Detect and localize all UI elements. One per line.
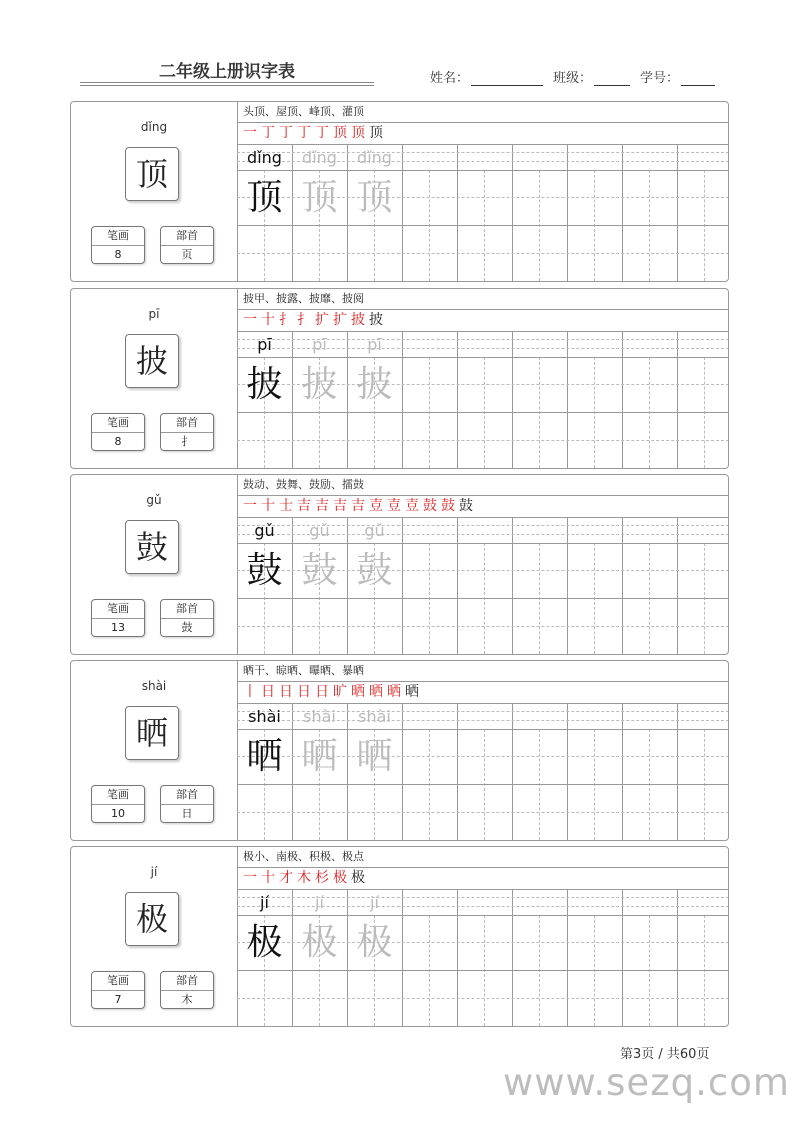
stroke-step: 顶	[351, 125, 365, 141]
stroke-step: 吉	[297, 498, 311, 514]
card-pinyin: gǔ	[146, 493, 162, 507]
stroke-count-box	[91, 226, 145, 264]
practice-character: 鼓	[301, 550, 338, 591]
practice-pinyin: pī	[367, 335, 382, 354]
grid-line	[512, 889, 513, 1027]
grid-line	[457, 144, 458, 282]
example-words: 晒干、晾晒、曝晒、暴晒	[237, 661, 728, 682]
stroke-step: 极	[351, 870, 365, 886]
stroke-step: 扌	[297, 312, 311, 328]
grid-line	[237, 784, 729, 785]
grid-line	[402, 517, 403, 655]
radical-value: 木	[181, 993, 193, 1006]
card-practice-panel	[237, 289, 728, 468]
stroke-step: 丨	[243, 684, 257, 700]
grid-line	[622, 331, 623, 469]
stroke-step: 十	[261, 870, 275, 886]
radical-value: 扌	[181, 435, 193, 448]
card-pinyin: pī	[148, 307, 160, 321]
practice-pinyin: jí	[315, 893, 324, 912]
grid-guide	[237, 626, 729, 627]
radical-value: 鼓	[181, 621, 193, 634]
stroke-order	[237, 681, 728, 704]
stroke-step: 吉	[351, 498, 365, 514]
stroke-step: 丁	[315, 125, 329, 141]
radical-value: 日	[181, 807, 193, 820]
radical-label: 部首	[161, 600, 213, 619]
grid-line	[622, 517, 623, 655]
practice-pinyin: shài	[303, 707, 336, 726]
radical-label: 部首	[161, 414, 213, 433]
character-card	[70, 474, 729, 655]
stroke-step: 壴	[405, 498, 419, 514]
practice-pinyin: jí	[260, 893, 269, 912]
card-character: 鼓	[125, 520, 179, 574]
grid-guide	[237, 998, 729, 999]
stroke-step: 一	[243, 870, 257, 886]
grid-line	[567, 144, 568, 282]
stroke-step: 扩	[315, 312, 329, 328]
card-character: 晒	[125, 706, 179, 760]
grid-line	[567, 889, 568, 1027]
page-info: 第3页 / 共60页	[620, 1047, 710, 1062]
stroke-step: 丁	[261, 125, 275, 141]
grid-guide	[237, 440, 729, 441]
practice-pinyin: shài	[248, 707, 281, 726]
card-character: 极	[125, 892, 179, 946]
card-info-panel	[71, 661, 238, 840]
stroke-step: 扌	[279, 312, 293, 328]
stroke-step: 士	[279, 498, 293, 514]
card-character: 披	[125, 334, 179, 388]
practice-pinyin: dǐng	[302, 148, 337, 167]
practice-character: 顶	[246, 177, 283, 218]
stroke-count-box	[91, 971, 145, 1009]
grid-line	[402, 144, 403, 282]
stroke-order	[237, 495, 728, 518]
grid-line	[457, 517, 458, 655]
grid-line	[457, 889, 458, 1027]
grid-line	[622, 144, 623, 282]
grid-line	[402, 331, 403, 469]
practice-pinyin: shài	[358, 707, 391, 726]
radical-label: 部首	[161, 227, 213, 246]
stroke-step: 晒	[405, 684, 419, 700]
card-character: 顶	[125, 147, 179, 201]
grid-line	[677, 889, 678, 1027]
stroke-order	[237, 867, 728, 890]
stroke-step: 日	[315, 684, 329, 700]
stroke-step: 一	[243, 312, 257, 328]
stroke-step: 鼓	[423, 498, 437, 514]
grid-line	[567, 331, 568, 469]
practice-pinyin: pī	[257, 335, 272, 354]
practice-character: 极	[246, 922, 283, 963]
grid-line	[237, 1026, 729, 1027]
grid-guide	[237, 812, 729, 813]
card-practice-panel	[237, 661, 728, 840]
number-field[interactable]	[640, 67, 715, 86]
grid-line	[677, 331, 678, 469]
title-underline-bottom	[80, 85, 374, 86]
stroke-count-label: 笔画	[92, 600, 144, 619]
character-card	[70, 288, 729, 469]
stroke-order	[237, 309, 728, 332]
character-card	[70, 101, 729, 282]
grid-line	[567, 517, 568, 655]
stroke-count-box	[91, 785, 145, 823]
grid-line	[677, 517, 678, 655]
stroke-step: 极	[333, 870, 347, 886]
radical-label: 部首	[161, 786, 213, 805]
stroke-count-label: 笔画	[92, 414, 144, 433]
stroke-step: 披	[351, 312, 365, 328]
practice-character: 极	[356, 922, 393, 963]
stroke-step: 日	[279, 684, 293, 700]
grid-line	[457, 703, 458, 841]
grid-line	[512, 517, 513, 655]
stroke-step: 旷	[333, 684, 347, 700]
card-practice-panel	[237, 475, 728, 654]
stroke-step: 扩	[333, 312, 347, 328]
example-words: 鼓动、鼓舞、鼓励、擂鼓	[237, 475, 728, 496]
card-info-panel	[71, 289, 238, 468]
radical-box	[160, 413, 214, 451]
stroke-step: 壴	[369, 498, 383, 514]
stroke-count-value: 10	[111, 807, 125, 820]
practice-pinyin: gǔ	[254, 521, 275, 540]
practice-character: 披	[301, 364, 338, 405]
example-words: 头顶、屋顶、峰顶、灌顶	[237, 102, 728, 123]
character-card	[70, 660, 729, 841]
radical-box	[160, 785, 214, 823]
practice-character: 晒	[356, 736, 393, 777]
stroke-step: 日	[261, 684, 275, 700]
stroke-step: 丁	[279, 125, 293, 141]
card-info-panel	[71, 475, 238, 654]
stroke-step: 十	[261, 498, 275, 514]
stroke-order	[237, 122, 728, 145]
stroke-step: 十	[261, 312, 275, 328]
stroke-step: 一	[243, 125, 257, 141]
stroke-count-label: 笔画	[92, 227, 144, 246]
practice-pinyin: dǐng	[247, 148, 282, 167]
grid-line	[622, 889, 623, 1027]
stroke-step: 杉	[315, 870, 329, 886]
number-label: 学号：	[640, 71, 680, 86]
card-info-panel	[71, 102, 238, 281]
grid-line	[512, 703, 513, 841]
practice-character: 披	[356, 364, 393, 405]
card-pinyin: shài	[141, 679, 167, 693]
grid-line	[237, 970, 729, 971]
grid-line	[677, 703, 678, 841]
practice-character: 极	[301, 922, 338, 963]
number-blank[interactable]	[681, 71, 715, 86]
practice-character: 鼓	[246, 550, 283, 591]
card-pinyin: jí	[150, 865, 158, 879]
practice-pinyin: pī	[312, 335, 327, 354]
example-words: 披甲、披露、披靡、披阅	[237, 289, 728, 310]
character-card	[70, 846, 729, 1027]
stroke-count-value: 8	[114, 435, 122, 448]
stroke-step: 一	[243, 498, 257, 514]
grid-line	[402, 703, 403, 841]
stroke-count-value: 13	[111, 621, 125, 634]
stroke-count-label: 笔画	[92, 786, 144, 805]
class-label: 班级：	[553, 71, 593, 86]
grid-line	[677, 144, 678, 282]
stroke-step: 才	[279, 870, 293, 886]
grid-line	[237, 225, 729, 226]
grid-line	[237, 412, 729, 413]
radical-box	[160, 599, 214, 637]
stroke-step: 吉	[333, 498, 347, 514]
practice-character: 顶	[301, 177, 338, 218]
card-info-panel	[71, 847, 238, 1026]
radical-box	[160, 971, 214, 1009]
practice-character: 鼓	[356, 550, 393, 591]
stroke-step: 鼓	[441, 498, 455, 514]
radical-box	[160, 226, 214, 264]
grid-line	[457, 331, 458, 469]
class-field[interactable]	[553, 67, 630, 86]
radical-label: 部首	[161, 972, 213, 991]
grid-line	[512, 144, 513, 282]
student-info	[430, 67, 730, 86]
stroke-count-value: 7	[114, 993, 122, 1006]
stroke-count-box	[91, 599, 145, 637]
practice-character: 披	[246, 364, 283, 405]
stroke-step: 晒	[351, 684, 365, 700]
card-pinyin: dǐng	[140, 120, 168, 134]
stroke-step: 木	[297, 870, 311, 886]
practice-character: 晒	[301, 736, 338, 777]
stroke-step: 壴	[387, 498, 401, 514]
grid-line	[567, 703, 568, 841]
grid-line	[622, 703, 623, 841]
practice-character: 顶	[356, 177, 393, 218]
practice-pinyin: dǐng	[357, 148, 392, 167]
grid-line	[237, 468, 729, 469]
stroke-step: 晒	[369, 684, 383, 700]
name-blank[interactable]	[471, 71, 543, 86]
practice-pinyin: gǔ	[309, 521, 330, 540]
grid-line	[237, 281, 729, 282]
stroke-step: 吉	[315, 498, 329, 514]
watermark: www.sezq.com	[503, 1061, 790, 1104]
grid-line	[402, 889, 403, 1027]
radical-value: 页	[181, 248, 193, 261]
grid-guide	[237, 253, 729, 254]
grid-line	[237, 598, 729, 599]
page-title: 二年级上册识字表	[159, 62, 295, 82]
stroke-step: 晒	[387, 684, 401, 700]
stroke-step: 顶	[369, 125, 383, 141]
title-underline-top	[80, 82, 374, 83]
grid-line	[237, 654, 729, 655]
stroke-count-label: 笔画	[92, 972, 144, 991]
name-label: 姓名：	[430, 71, 470, 86]
stroke-step: 日	[297, 684, 311, 700]
stroke-count-value: 8	[114, 248, 122, 261]
stroke-step: 顶	[333, 125, 347, 141]
stroke-step: 丁	[297, 125, 311, 141]
stroke-step: 鼓	[459, 498, 473, 514]
grid-line	[512, 331, 513, 469]
name-field[interactable]	[430, 67, 543, 86]
class-blank[interactable]	[594, 71, 630, 86]
stroke-step: 披	[369, 312, 383, 328]
card-practice-panel	[237, 102, 728, 281]
example-words: 极小、南极、积极、极点	[237, 847, 728, 868]
stroke-count-box	[91, 413, 145, 451]
grid-line	[237, 840, 729, 841]
practice-pinyin: jí	[370, 893, 379, 912]
practice-pinyin: gǔ	[364, 521, 385, 540]
practice-character: 晒	[246, 736, 283, 777]
card-practice-panel	[237, 847, 728, 1026]
